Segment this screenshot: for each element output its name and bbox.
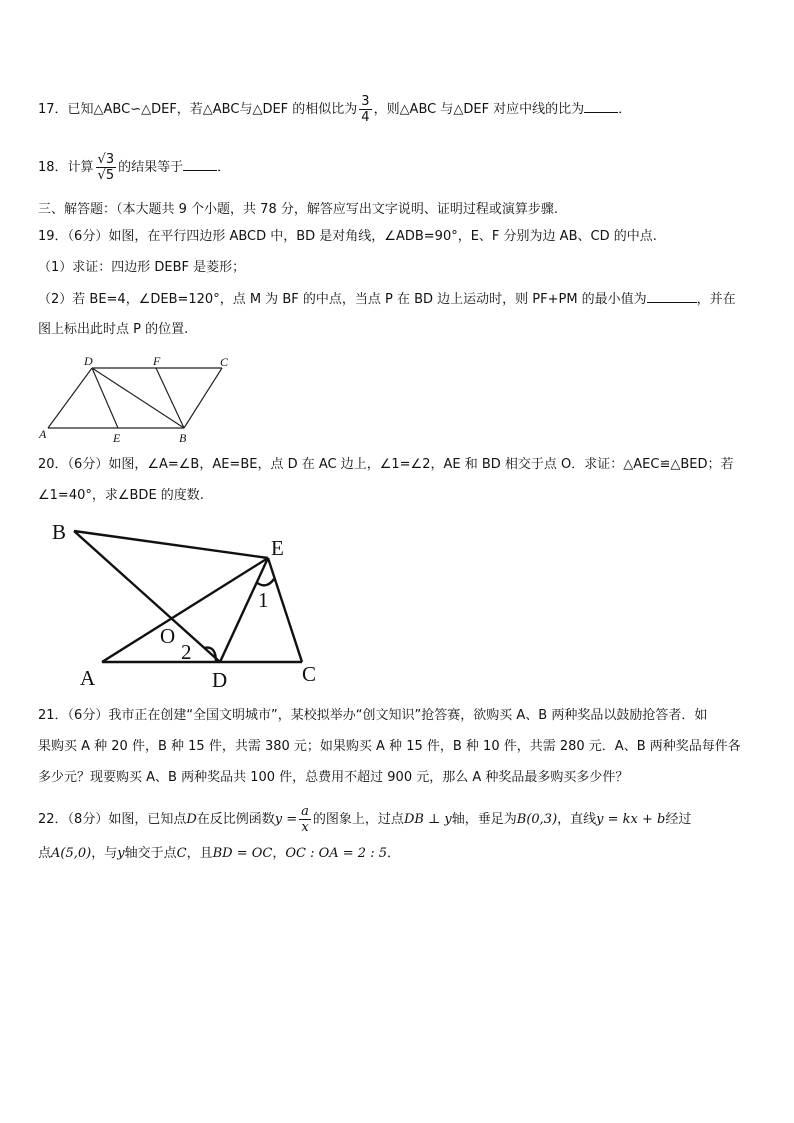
q20-figure	[44, 515, 344, 695]
q20-label-C: C	[302, 662, 317, 686]
q20-label-1: 1	[258, 588, 269, 612]
q22-l2-text-5: ，	[272, 846, 286, 861]
q18-answer-blank	[183, 158, 217, 171]
q22-l2-text-3: 轴交于点	[124, 846, 177, 861]
q21-line-2: 果购买 A 种 20 件，B 种 15 件，共需 380 元；如果购买 A 种 15 件，B 种 10 件，共需 280 元．A、B 两种奖品每件各	[38, 739, 741, 754]
q17-text-prefix: 17．已知△ABC∽△DEF，若△ABC与△DEF 的相似比为	[38, 102, 358, 117]
q19-label-E: E	[113, 431, 121, 445]
q18-frac-num: √3	[97, 152, 115, 167]
q18-end: ．	[217, 160, 231, 175]
q19-edge-AD	[48, 368, 92, 428]
q22-l2-text-6: ．	[387, 846, 401, 861]
q19-edge-BC	[184, 368, 222, 428]
q19-label-A: A	[39, 427, 47, 441]
q22-func-lhs: y =	[274, 812, 298, 827]
q18-frac-den: √5	[97, 168, 115, 183]
question-18	[38, 152, 230, 183]
q22-point-D: D	[186, 812, 197, 827]
q22-text-5: ，直线	[557, 812, 597, 827]
q22-l2-text-1: 点	[38, 846, 52, 861]
q22-text-2: 在反比例函数	[196, 812, 275, 827]
q22-y-axis: y	[117, 846, 125, 861]
q19-line-3-text: （2）若 BE=4，∠DEB=120°，点 M 为 BF 的中点，当点 P 在 BD 边上运动时，则 PF+PM 的最小值为	[38, 292, 647, 307]
q22-line-equation: y = kx + b	[596, 812, 666, 827]
q22-point-A: A(5,0)	[51, 846, 92, 861]
q22-point-C: C	[176, 846, 187, 861]
q19-answer-blank	[647, 290, 697, 303]
q19-line-3	[38, 290, 736, 309]
q19-line-2: （1）求证：四边形 DEBF 是菱形；	[38, 260, 246, 275]
q19-line-1: 19．（6分）如图，在平行四边形 ABCD 中，BD 是对角线，∠ADB=90°，E、F 分别为边 AB、CD 的中点.	[38, 229, 657, 244]
q20-label-D: D	[212, 668, 228, 692]
q17-end: ．	[618, 102, 632, 117]
question-17	[38, 94, 631, 125]
q22-line-2	[38, 845, 400, 863]
q20-label-2: 2	[181, 640, 192, 664]
q22-l2-text-4: ，且	[186, 846, 213, 861]
q20-segment-EC	[268, 558, 302, 662]
q18-text-suffix: 的结果等于	[118, 160, 184, 175]
q17-text-suffix: ，则△ABC 与△DEF 对应中线的比为	[373, 102, 585, 117]
q17-frac-num: 3	[361, 94, 370, 109]
q20-line-1: 20．（6分）如图，∠A=∠B，AE=BE，点 D 在 AC 边上，∠1=∠2，AE 和 BD 相交于点 O．求证：△AEC≌△BED；若	[38, 457, 734, 472]
q17-frac-den: 4	[361, 110, 370, 125]
q18-text-prefix: 18．计算	[38, 160, 94, 175]
q19-label-D: D	[84, 354, 93, 368]
section-3-heading: 三、解答题：（本大题共 9 个小题，共 78 分，解答应写出文字说明、证明过程或演算步骤.	[38, 202, 558, 217]
q19-label-F: F	[153, 354, 161, 368]
q19-line-4: 图上标出此时点 P 的位置.	[38, 322, 189, 337]
q20-label-O: O	[160, 624, 176, 648]
q20-segment-BE	[74, 531, 268, 558]
q22-text-1: 22．（8分）如图，已知点	[38, 812, 187, 827]
q22-eq-bd-oc: BD = OC	[212, 846, 273, 861]
q19-line-3-end: ，并在	[696, 292, 736, 307]
q19-figure	[36, 350, 236, 446]
q20-label-E: E	[271, 536, 284, 560]
q21-line-1: 21．（6分）我市正在创建“全国文明城市”，某校拟举办“创文知识”抢答赛，欲购买 A、B 两种奖品以鼓励抢答者．如	[38, 708, 708, 723]
q22-text-4: 轴，垂足为	[451, 812, 517, 827]
q17-answer-blank	[584, 100, 618, 113]
q22-text-6: 经过	[665, 812, 692, 827]
q22-func-num: a	[301, 804, 309, 819]
q22-line-1	[38, 804, 691, 835]
q22-point-B: B(0,3)	[516, 812, 558, 827]
q22-db-perp: DB ⊥ y	[403, 812, 452, 827]
q20-segment-BD	[74, 531, 220, 662]
q22-func-fraction	[299, 804, 311, 835]
q19-label-B: B	[179, 431, 187, 445]
q22-eq-ratio: OC : OA = 2 : 5	[285, 846, 387, 861]
q19-label-C: C	[220, 355, 229, 369]
q20-label-B: B	[52, 520, 67, 544]
q20-line-2: ∠1=40°，求∠BDE 的度数.	[38, 488, 204, 503]
q21-line-3: 多少元？现要购买 A、B 两种奖品共 100 件，总费用不超过 900 元，那么 A 种奖品最多购买多少件？	[38, 770, 629, 785]
q20-label-A: A	[80, 666, 96, 690]
q17-fraction	[359, 94, 371, 125]
q22-text-3: 的图象上，过点	[312, 812, 404, 827]
q22-func-den: x	[301, 820, 309, 835]
q18-fraction	[96, 152, 117, 183]
q22-l2-text-2: ，与	[91, 846, 118, 861]
